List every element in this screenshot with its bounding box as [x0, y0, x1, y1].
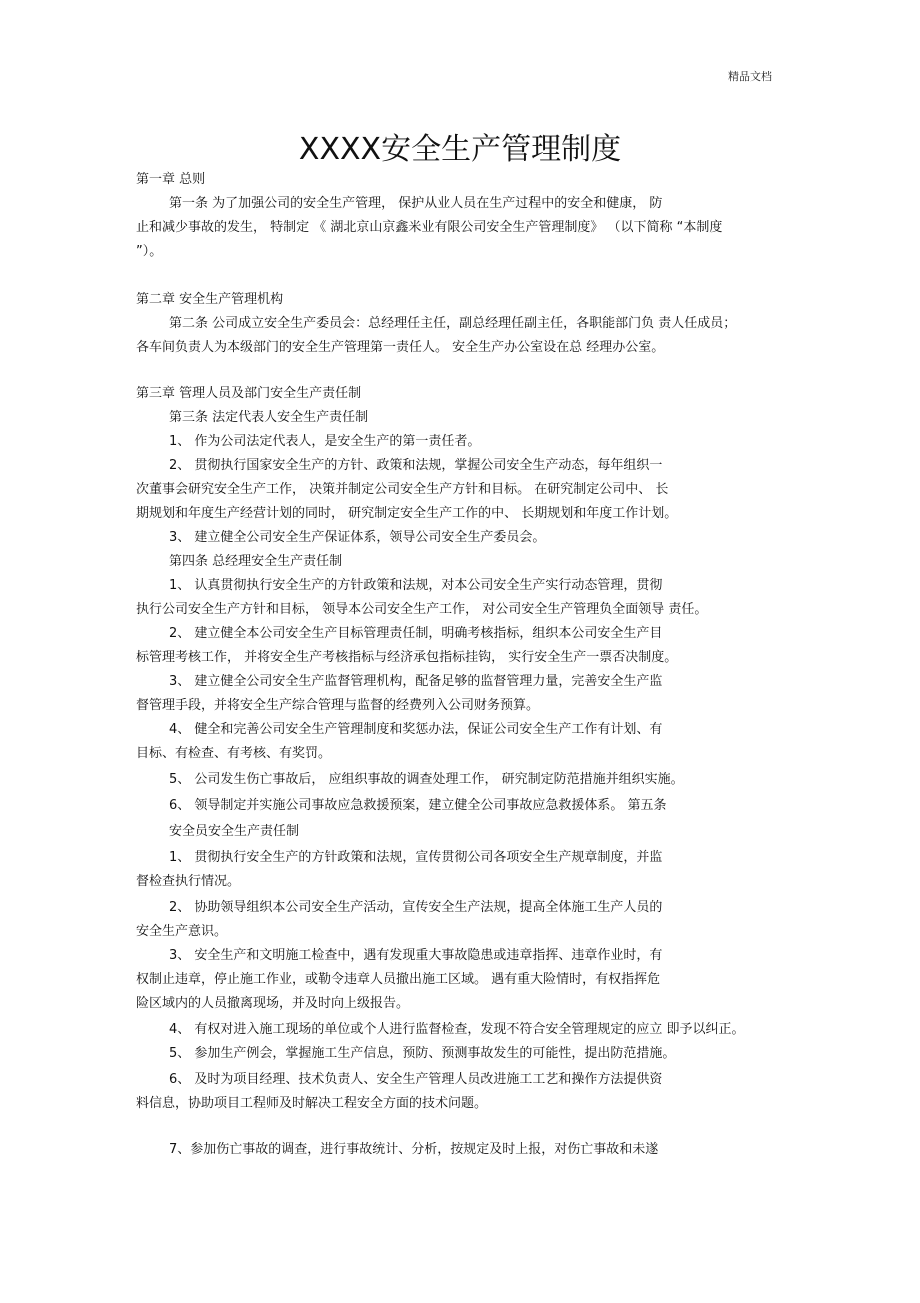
paragraph-line: 督检查执行情况。	[136, 874, 241, 889]
paragraph-line: 4、 有权对进入施工现场的单位或个人进行监督检查，发现不符合安全管理规定的应立 即予以纠正。	[169, 1022, 745, 1037]
paragraph-line: 6、 及时为项目经理、技术负责人、安全生产管理人员改进施工工艺和操作方法提供资	[169, 1072, 663, 1087]
paragraph-line: 权制止违章，停止施工作业，或勒令违章人员撤出施工区域。 遇有重大险情时，有权指挥危	[136, 972, 661, 987]
paragraph-line: 安全生产意识。	[136, 924, 228, 939]
paragraph-line: 5、 参加生产例会，掌握施工生产信息，预防、预测事故发生的可能性，提出防范措施。	[169, 1046, 676, 1061]
paragraph-line: 第一条 为了加强公司的安全生产管理， 保护从业人员在生产过程中的安全和健康， 防	[169, 196, 663, 211]
paragraph-line: 7、参加伤亡事故的调查，进行事故统计、分析，按规定及时上报，对伤亡事故和未遂	[169, 1142, 659, 1157]
paragraph-line: ”）。	[136, 244, 163, 259]
document-title: XXXX安全生产管理制度	[298, 132, 622, 167]
paragraph-line: 各车间负责人为本级部门的安全生产管理第一责任人。 安全生产办公室设在总 经理办公室。	[136, 340, 665, 355]
paragraph-line: 目标、有检查、有考核、有奖罚。	[136, 746, 332, 761]
paragraph-line: 督管理手段，并将安全生产综合管理与监督的经费列入公司财务预算。	[136, 698, 540, 713]
article-heading: 第三条 法定代表人安全生产责任制	[169, 410, 369, 425]
paragraph-line: 止和减少事故的发生， 特制定 《 湖北京山京鑫米业有限公司安全生产管理制度》 （以下简称 “本制度	[136, 220, 723, 235]
paragraph-line: 1、 认真贯彻执行安全生产的方针政策和法规，对本公司安全生产实行动态管理，贯彻	[169, 578, 663, 593]
paragraph-line: 1、 贯彻执行安全生产的方针政策和法规，宣传贯彻公司各项安全生产规章制度，并监	[169, 850, 663, 865]
paragraph-line: 执行公司安全生产方针和目标， 领导本公司安全生产工作， 对公司安全生产管理负全面领导 责任。	[136, 602, 708, 617]
paragraph-line: 4、 健全和完善公司安全生产管理制度和奖惩办法，保证公司安全生产工作有计划、有	[169, 722, 663, 737]
paragraph-line: 险区域内的人员撤离现场，并及时向上级报告。	[136, 996, 410, 1011]
paragraph-line: 3、 安全生产和文明施工检查中，遇有发现重大事故隐患或违章指挥、违章作业时，有	[169, 948, 663, 963]
paragraph-line: 期规划和年度生产经营计划的同时， 研究制定安全生产工作的中、 长期规划和年度工作计划。	[136, 506, 678, 521]
chapter-heading: 第一章 总则	[136, 172, 206, 187]
paragraph-line: 次董事会研究安全生产工作， 决策并制定公司安全生产方针和目标。 在研究制定公司中、 长	[136, 482, 669, 497]
watermark-label: 精品文档	[728, 70, 772, 83]
paragraph-line: 6、 领导制定并实施公司事故应急救援预案，建立健全公司事故应急救援体系。 第五条	[169, 798, 667, 813]
paragraph-line: 第二条 公司成立安全生产委员会：总经理任主任，副总经理任副主任，各职能部门负 责人任成员；	[169, 316, 737, 331]
paragraph-line: 5、 公司发生伤亡事故后， 应组织事故的调查处理工作， 研究制定防范措施并组织实施。	[169, 772, 684, 787]
paragraph-line: 3、 建立健全公司安全生产监督管理机构，配备足够的监督管理力量，完善安全生产监	[169, 674, 663, 689]
paragraph-line: 2、 贯彻执行国家安全生产的方针、政策和法规，掌握公司安全生产动态，每年组织一	[169, 458, 663, 473]
paragraph-line: 2、 协助领导组织本公司安全生产活动，宣传安全生产法规，提高全体施工生产人员的	[169, 900, 663, 915]
article-heading: 第四条 总经理安全生产责任制	[169, 554, 343, 569]
paragraph-line: 3、 建立健全公司安全生产保证体系，领导公司安全生产委员会。	[169, 530, 546, 545]
chapter-heading: 第二章 安全生产管理机构	[136, 292, 284, 307]
paragraph-line: 标管理考核工作， 并将安全生产考核指标与经济承包指标挂钩， 实行安全生产一票否决制度。	[136, 650, 678, 665]
paragraph-line: 料信息，协助项目工程师及时解决工程安全方面的技术问题。	[136, 1096, 488, 1111]
chapter-heading: 第三章 管理人员及部门安全生产责任制	[136, 386, 362, 401]
article-heading: 安全员安全生产责任制	[169, 824, 300, 839]
paragraph-line: 1、 作为公司法定代表人，是安全生产的第一责任者。	[169, 434, 481, 449]
paragraph-line: 2、 建立健全本公司安全生产目标管理责任制，明确考核指标，组织本公司安全生产目	[169, 626, 663, 641]
